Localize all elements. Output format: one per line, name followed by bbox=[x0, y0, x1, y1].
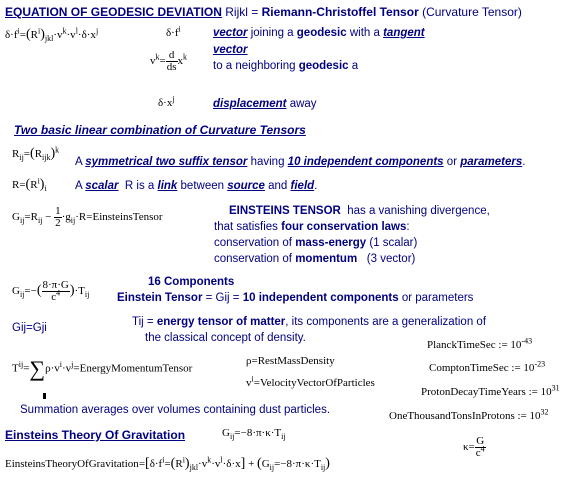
gij-symmetry: Gij=Gji bbox=[12, 322, 47, 334]
geodesic-deviation-equation: $\delta\cdot f^i=(R^i)_{jkl}\cdot v^k\cdot v^l\cdot\delta\cdot x^j$ bbox=[5, 26, 99, 44]
vanishing-divergence-text: has a vanishing divergence, bbox=[347, 205, 490, 217]
compton-exponent: -23 bbox=[534, 359, 546, 369]
field-equation: $G_{ij}=-$( $\frac{8\cdot\pi\cdot G}{c^4}$ )$\cdot T_{ij}$ bbox=[12, 279, 90, 303]
tangent-link[interactable]: tangent bbox=[383, 27, 425, 39]
einstein-desc-line4 bbox=[214, 253, 415, 265]
einstein-desc-line2 bbox=[214, 221, 410, 233]
scalar-a: A bbox=[75, 180, 83, 192]
r-is-a-text: R is a bbox=[124, 180, 155, 192]
displacement-desc bbox=[213, 98, 317, 110]
symmetrical-tensor-link[interactable]: symmetrical two suffix tensor bbox=[85, 156, 248, 168]
ricci-a: A bbox=[75, 156, 83, 168]
generalization-text: , its components are a generalization of bbox=[285, 316, 487, 328]
theory-of-gravitation-lhs: EinsteinsTheoryOfGravitation bbox=[5, 458, 139, 470]
conservation-of-text-2: conservation of bbox=[214, 253, 292, 265]
field-link[interactable]: field bbox=[290, 180, 315, 192]
between-text: between bbox=[180, 180, 225, 192]
deviation-desc-line3 bbox=[213, 60, 358, 72]
planck-time-definition bbox=[427, 336, 533, 351]
deviation-symbol: $\delta\cdot f^i$ bbox=[166, 24, 181, 39]
ten-components-label: 10 independent components bbox=[242, 292, 399, 304]
equals-sign: = bbox=[247, 5, 262, 19]
source-link[interactable]: source bbox=[227, 180, 265, 192]
scalar-link[interactable]: scalar bbox=[85, 180, 119, 192]
einstein-tensor-equation: $G_{ij}=R_{ij}$ − $\frac{1}{2}$ $\cdot g_{ij}\cdot R=EinsteinsTensor$ bbox=[12, 205, 163, 229]
einsteins-tensor-rhs: EinsteinsTensor bbox=[92, 211, 163, 224]
ricci-tensor-equation: $R_{ij}=(R_{ijk})^k$ bbox=[12, 145, 60, 163]
rijkl-label: Rijkl bbox=[225, 5, 248, 19]
compton-time-definition bbox=[429, 359, 546, 374]
tij-desc-line1 bbox=[132, 316, 486, 328]
and-text: and bbox=[268, 180, 288, 192]
three-vector-text: (3 vector) bbox=[366, 253, 416, 265]
momentum-label: momentum bbox=[295, 253, 358, 265]
conservation-of-text: conservation of bbox=[214, 237, 292, 249]
gij-equals: = Gij = bbox=[205, 292, 240, 304]
curvature-label: (Curvature Tensor) bbox=[422, 5, 522, 19]
header-line bbox=[5, 5, 522, 19]
theory-of-gravitation-equation: $EinsteinsTheoryOfGravitation=[\delta\cdot f^i=(R^i)_{jkl}\cdot v^k\cdot v^l\cdot\delta\cdot x] + (G_{ij}=-8\cdot\pi\cdot\kappa\cdot T_{ij})$ bbox=[5, 455, 330, 473]
or-parameters-text: or parameters bbox=[401, 292, 474, 304]
einstein-desc-line3 bbox=[214, 237, 417, 249]
period-2: . bbox=[314, 180, 318, 192]
energy-momentum-rhs: EnergyMomentumTensor bbox=[79, 362, 193, 375]
proton-decay-exponent: 31 bbox=[551, 383, 560, 393]
period: . bbox=[522, 156, 526, 168]
tangent-vector-equation: $v^k=$ $\frac{d}{ds}$ $x^k$ bbox=[150, 49, 187, 73]
proton-decay-definition bbox=[421, 383, 560, 398]
assign-op-4: := 10 bbox=[517, 410, 541, 422]
thousand-tons-definition bbox=[389, 407, 549, 422]
tij-desc-line2: the classical concept of density. bbox=[145, 332, 306, 344]
proton-decay-name: ProtonDecayTimeYears bbox=[421, 386, 526, 398]
gravitation-heading: Einsteins Theory Of Gravitation bbox=[5, 428, 186, 442]
one-scalar-text: (1 scalar) bbox=[369, 237, 418, 249]
einsteins-tensor-label: EINSTEINS TENSOR bbox=[229, 205, 341, 217]
assign-op-3: := 10 bbox=[528, 386, 552, 398]
conservation-laws-label: four conservation laws bbox=[281, 221, 407, 233]
planck-exponent: -43 bbox=[521, 336, 533, 346]
assign-op: := 10 bbox=[498, 339, 522, 351]
summation-note: Summation averages over volumes containing dust particles. bbox=[20, 404, 331, 416]
page-title: EQUATION OF GEODESIC DEVIATION bbox=[5, 5, 222, 19]
ten-components-link[interactable]: 10 independent components bbox=[287, 156, 444, 168]
joining-text: joining a bbox=[250, 27, 294, 39]
vector-link[interactable]: vector bbox=[213, 27, 248, 39]
thousand-tons-name: OneThousandTonsInProtons bbox=[389, 410, 515, 422]
neighboring-text: to a neighboring bbox=[213, 60, 296, 72]
einstein-desc-line1 bbox=[229, 205, 490, 217]
ricci-scalar-equation: $R=(R^i)_i$ bbox=[12, 176, 47, 194]
thousand-tons-exponent: 32 bbox=[540, 407, 549, 417]
sixteen-components-label: 16 Components bbox=[148, 276, 235, 288]
tij-label: Tij = bbox=[132, 316, 154, 328]
geodesic-word-2: geodesic bbox=[298, 60, 349, 72]
colon: : bbox=[406, 221, 410, 233]
energy-tensor-label: energy tensor of matter bbox=[156, 316, 286, 328]
mass-energy-label: mass-energy bbox=[295, 237, 367, 249]
away-text: away bbox=[289, 98, 317, 110]
kappa-definition: κ= $\frac{G}{c^4}$ bbox=[463, 435, 485, 459]
scalar-desc bbox=[75, 180, 317, 192]
displacement-symbol: $\delta\cdot x^j$ bbox=[158, 94, 175, 109]
displacement-link[interactable]: displacement bbox=[213, 98, 287, 110]
deviation-desc-line1 bbox=[213, 27, 425, 39]
einstein-tensor-label: Einstein Tensor bbox=[117, 292, 203, 304]
compton-time-name: ComptonTimeSec bbox=[429, 362, 509, 374]
einstein-tensor-components-line bbox=[117, 292, 473, 304]
having-text: having bbox=[250, 156, 285, 168]
rest-mass-name: RestMassDensity bbox=[257, 355, 335, 367]
a-text: a bbox=[351, 60, 359, 72]
gravitation-field-equation: $G_{ij}=-8\cdot\pi\cdot\kappa\cdot T_{ij}$ bbox=[222, 427, 286, 442]
geodesic-word: geodesic bbox=[296, 27, 347, 39]
rest-mass-definition: ρ=RestMassDensity bbox=[246, 355, 335, 367]
with-text: with a bbox=[349, 27, 380, 39]
energy-momentum-equation: $T^{ij}=\sum\rho\cdot v^i\cdot v^j=EnergyMomentumTensor$ bbox=[12, 356, 193, 381]
vector-link-2[interactable]: vector bbox=[213, 44, 248, 56]
summation-marker bbox=[43, 393, 46, 399]
parameters-link[interactable]: parameters bbox=[460, 156, 523, 168]
or-text: or bbox=[446, 156, 458, 168]
ricci-desc bbox=[75, 156, 525, 168]
velocity-definition: $v^i=VelocityVectorOfParticles$ bbox=[246, 374, 375, 389]
planck-time-name: PlanckTimeSec bbox=[427, 339, 496, 351]
deviation-desc-line2 bbox=[213, 44, 248, 56]
assign-op-2: := 10 bbox=[511, 362, 535, 374]
section-heading-curvature: Two basic linear combination of Curvature Tensors bbox=[14, 123, 306, 137]
velocity-name: VelocityVectorOfParticles bbox=[259, 377, 375, 389]
riemann-christoffel-label: Riemann-Christoffel Tensor bbox=[261, 5, 419, 19]
link-link[interactable]: link bbox=[157, 180, 178, 192]
satisfies-text: that satisfies bbox=[214, 221, 278, 233]
